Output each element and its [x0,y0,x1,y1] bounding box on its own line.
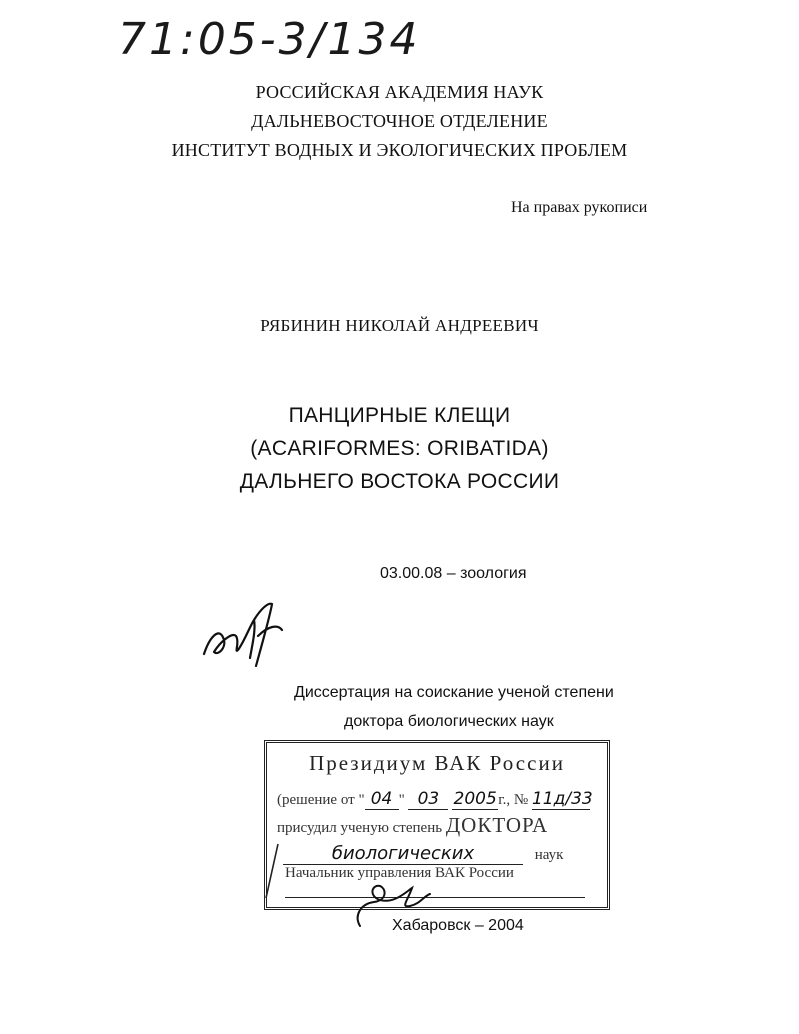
stamp-decision-prefix: (решение от [277,792,355,808]
stamp-award-prefix: присудил ученую степень [277,820,443,836]
stamp-tick-mark [262,842,282,902]
stamp-degree-level: ДОКТОРА [445,813,549,837]
stamp-field: биологических [283,843,523,865]
archive-number: 71:05-3/134 [118,14,421,65]
stamp-field-line [283,843,563,865]
specialty-code: 03.00.08 – зоология [380,565,527,582]
author-name: РЯБИНИН НИКОЛАЙ АНДРЕЕВИЧ [260,316,539,335]
stamp-number: 11д/33 [531,789,593,809]
stamp-year-suffix: г., № [498,792,529,808]
author-signature [198,596,288,672]
header-branch: ДАЛЬНЕВОСТОЧНОЕ ОТДЕЛЕНИЕ [251,111,548,131]
degree-line-2: доктора биологических наук [344,713,554,730]
stamp-year: 2005 [453,789,497,809]
city-year: Хабаровск – 2004 [392,917,524,934]
title-line-3: ДАЛЬНЕГО ВОСТОКА РОССИИ [239,470,560,493]
stamp-signatory: Начальник управления ВАК России [285,865,514,881]
stamp-title: Президиум ВАК России [309,751,565,775]
title-line-2: (ACARIFORMES: ORIBATIDA) [250,437,549,460]
stamp-day: 04 [365,789,399,810]
title-line-1: ПАНЦИРНЫЕ КЛЕЩИ [288,404,511,427]
degree-line-1: Диссертация на соискание ученой степени [294,684,614,701]
rights-note: На правах рукописи [511,199,648,216]
header-academy: РОССИЙСКАЯ АКАДЕМИЯ НАУК [255,82,544,102]
stamp-month: 03 [408,789,448,810]
header-institute: ИНСТИТУТ ВОДНЫХ И ЭКОЛОГИЧЕСКИХ ПРОБЛЕМ [171,140,628,160]
stamp-award-line [277,813,548,838]
stamp-decision-line: (решение от " 04 " 03 2005г., № 11д/33 [277,789,593,809]
stamp-field-suffix: наук [534,847,564,863]
